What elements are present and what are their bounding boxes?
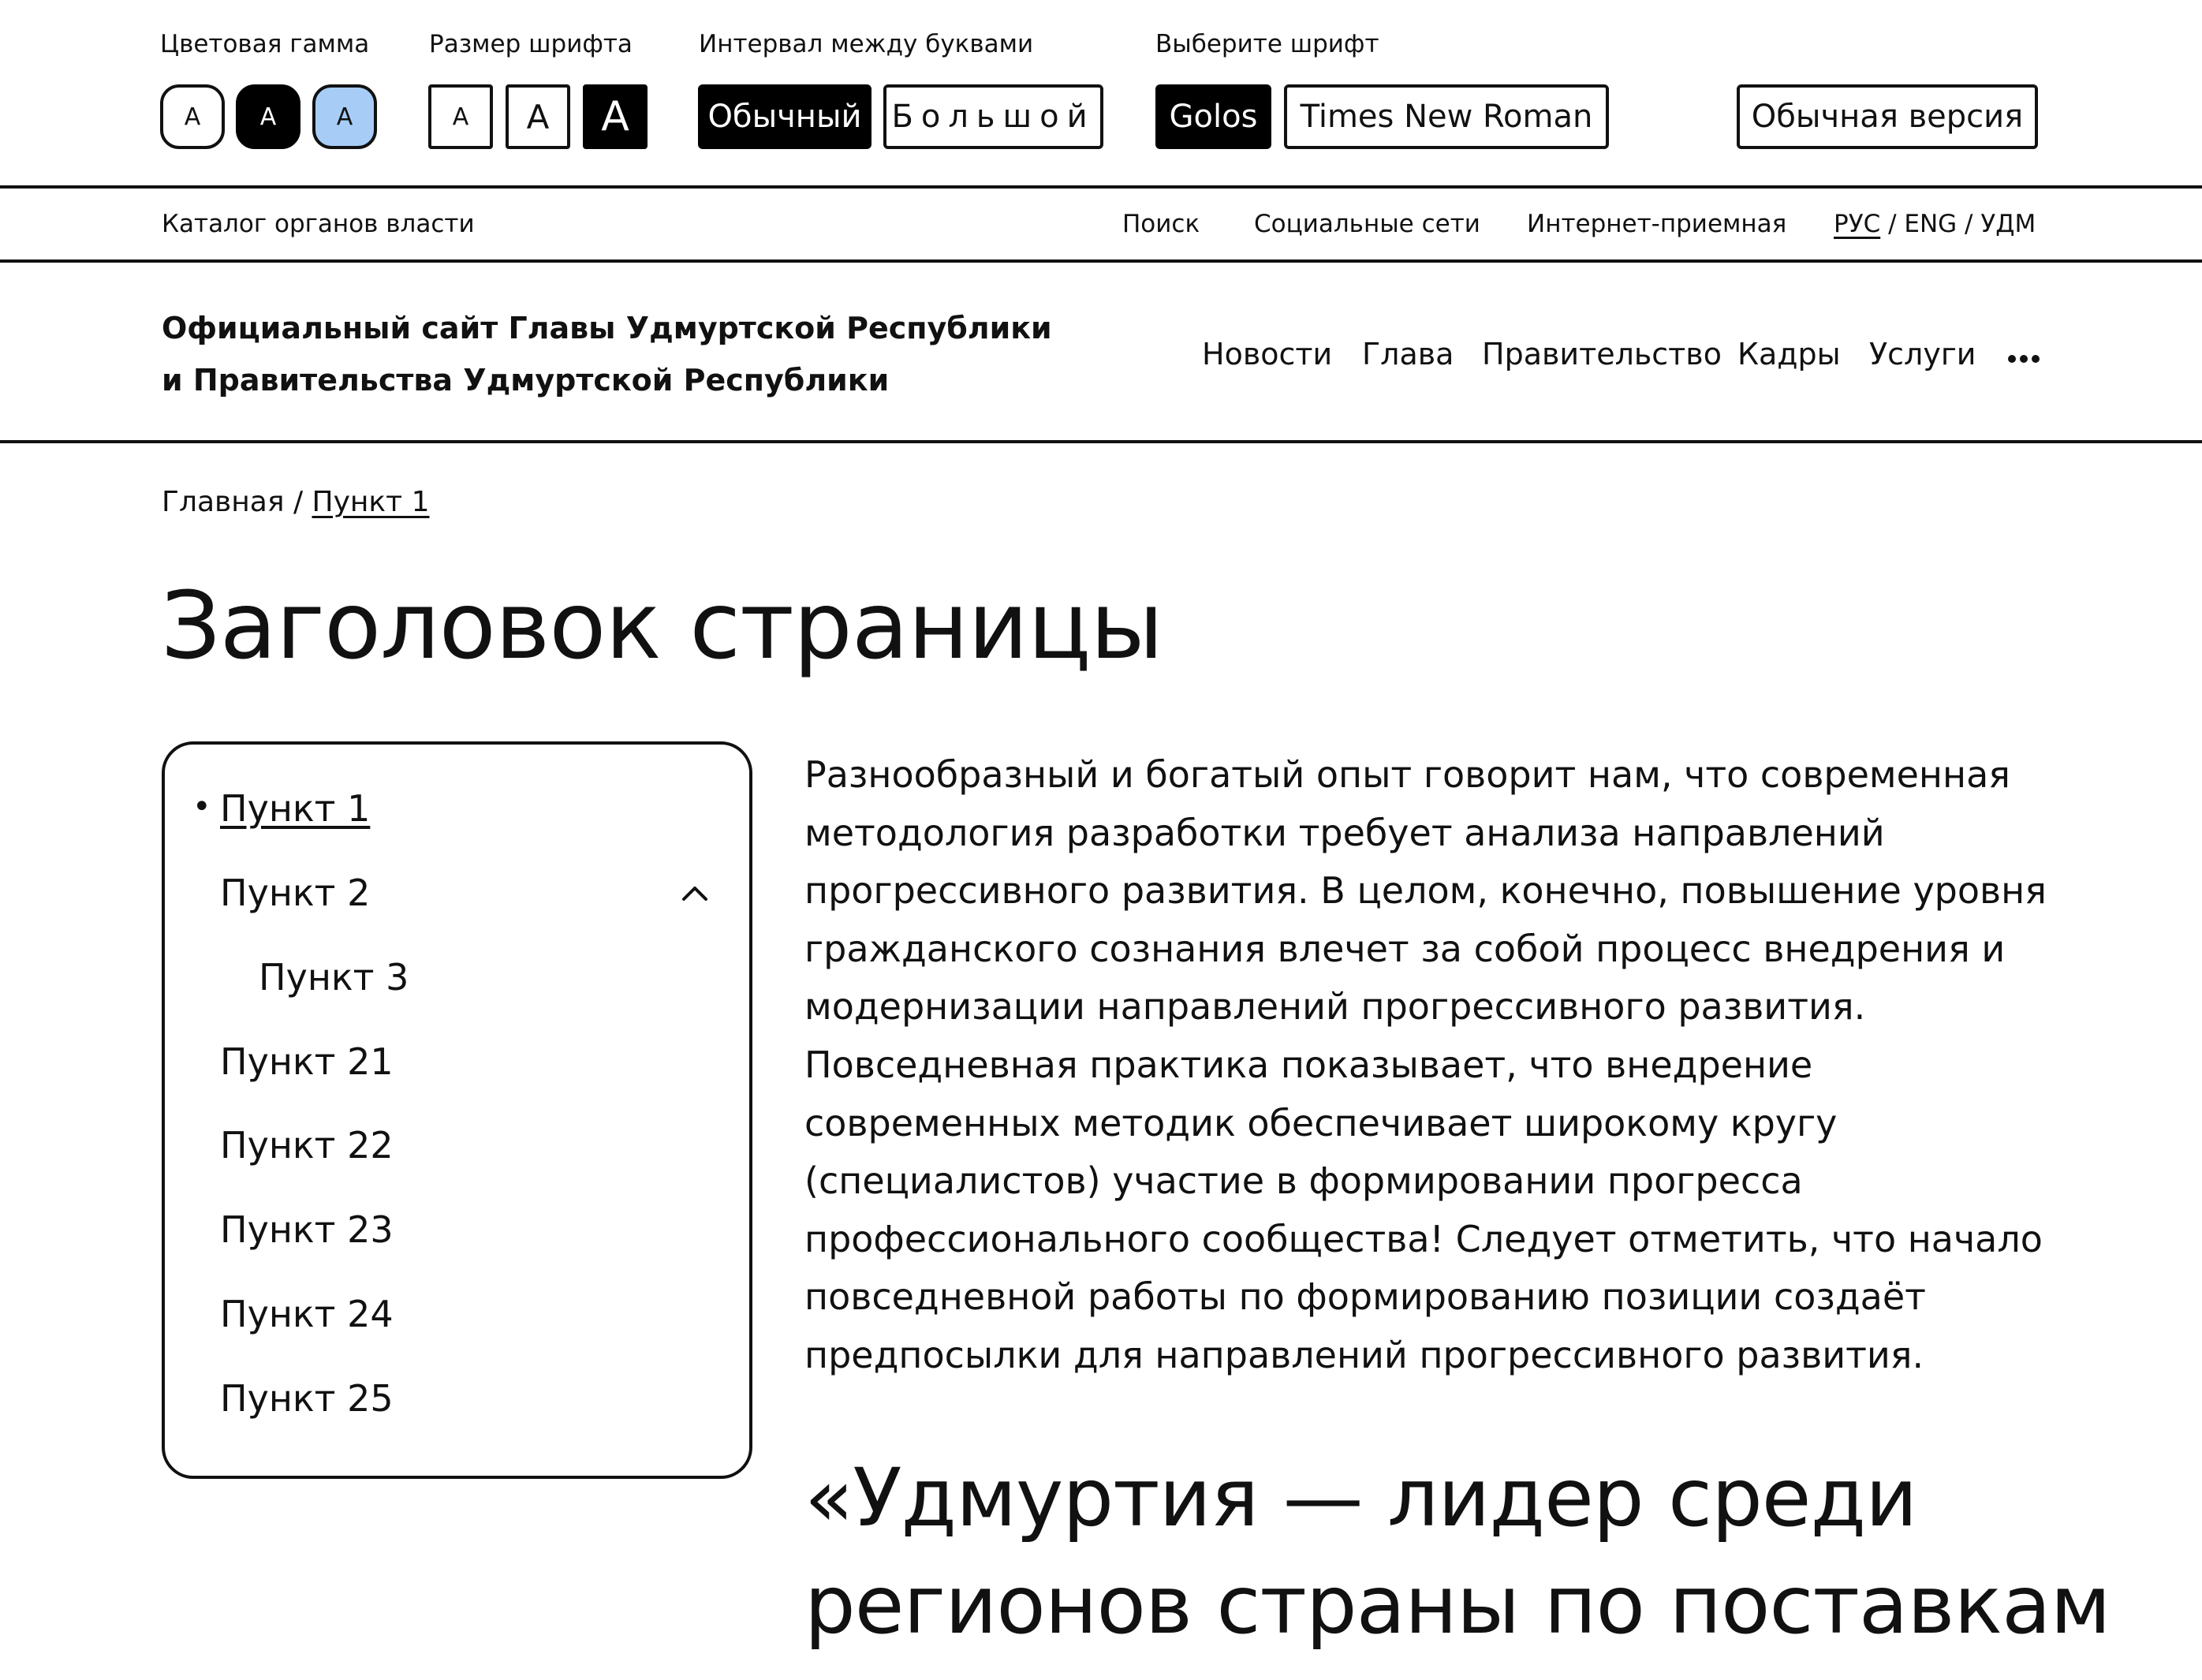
letter-spacing-label: Интервал между буквами	[699, 30, 1034, 58]
menu-item-24[interactable]: Пункт 24	[220, 1293, 394, 1335]
social-networks-link[interactable]: Социальные сети	[1254, 210, 1480, 238]
divider	[0, 259, 2202, 263]
site-title-line2[interactable]: и Правительства Удмуртской Республики	[162, 363, 890, 398]
page-title: Заголовок страницы	[161, 571, 1163, 680]
font-golos-button[interactable]: Golos	[1155, 84, 1271, 149]
menu-item-23[interactable]: Пункт 23	[220, 1208, 394, 1251]
menu-item-25[interactable]: Пункт 25	[220, 1377, 394, 1420]
nav-government[interactable]: Правительство	[1482, 337, 1722, 371]
letter-spacing-normal-button[interactable]: Обычный	[698, 84, 871, 149]
breadcrumb-current-link[interactable]: Пункт 1	[312, 486, 430, 518]
more-menu-icon[interactable]	[2008, 352, 2040, 361]
menu-item-2[interactable]: Пункт 2	[220, 872, 371, 914]
active-bullet-icon: •	[192, 789, 211, 825]
nav-news[interactable]: Новости	[1202, 337, 1333, 371]
content-paragraph: Разнообразный и богатый опыт говорит нам, что современная методология разработки требует анализа направлений прогрессивного развития. В целом, конечно, повышение уровня гражданского сознания влечет за собой процесс внедрения и модернизации направлений прогрессивного развития. Повседневная практика показывает, что внедрение современных методик обеспечивает широкому кругу (специалистов) участие в формировании прогресса профессионального сообщества! Следует отметить, что начало повседневной работы по формированию позиции создаёт предпосылки для направлений прогрессивного развития.	[804, 753, 2047, 1376]
color-scheme-light-button[interactable]: А	[160, 84, 225, 149]
menu-item-21[interactable]: Пункт 21	[220, 1040, 394, 1083]
divider	[0, 185, 2202, 189]
lang-ru-link[interactable]: РУС	[1834, 210, 1881, 238]
lang-en-link[interactable]: ENG	[1904, 210, 1958, 238]
breadcrumb	[162, 486, 430, 518]
font-size-large-button[interactable]: А	[583, 84, 648, 149]
color-scheme-dark-button[interactable]: А	[236, 84, 300, 149]
font-size-medium-button[interactable]: А	[506, 84, 570, 149]
site-title-line1[interactable]: Официальный сайт Главы Удмуртской Республики	[162, 311, 1052, 345]
breadcrumb-separator: /	[284, 486, 312, 518]
color-scheme-blue-button[interactable]: А	[312, 84, 377, 149]
menu-item-22[interactable]: Пункт 22	[220, 1124, 394, 1167]
search-link[interactable]: Поиск	[1122, 210, 1200, 238]
font-times-button[interactable]: Times New Roman	[1284, 84, 1609, 149]
normal-version-button[interactable]: Обычная версия	[1737, 84, 2038, 149]
content-quote: «Удмуртия — лидер среди регионов страны по поставкам	[804, 1451, 2111, 1652]
chevron-up-icon[interactable]	[681, 883, 708, 902]
divider	[0, 440, 2202, 443]
lang-udm-link[interactable]: УДМ	[1980, 210, 2036, 238]
letter-spacing-large-button[interactable]: Большой	[883, 84, 1103, 149]
font-size-small-button[interactable]: А	[428, 84, 493, 149]
nav-personnel[interactable]: Кадры	[1737, 337, 1841, 371]
internet-reception-link[interactable]: Интернет-приемная	[1527, 210, 1787, 238]
color-scheme-label: Цветовая гамма	[160, 30, 370, 58]
lang-separator: /	[1957, 210, 1981, 238]
catalog-link[interactable]: Каталог органов власти	[162, 210, 475, 238]
nav-services[interactable]: Услуги	[1869, 337, 1976, 371]
side-menu	[162, 741, 752, 1479]
lang-separator: /	[1880, 210, 1905, 238]
font-choice-label: Выберите шрифт	[1155, 30, 1379, 58]
menu-item-1[interactable]: Пункт 1	[220, 787, 371, 830]
language-switcher	[1834, 210, 2036, 238]
font-size-label: Размер шрифта	[429, 30, 633, 58]
nav-head[interactable]: Глава	[1362, 337, 1454, 371]
breadcrumb-home-link[interactable]: Главная	[162, 486, 285, 518]
menu-item-3[interactable]: Пункт 3	[259, 956, 409, 999]
